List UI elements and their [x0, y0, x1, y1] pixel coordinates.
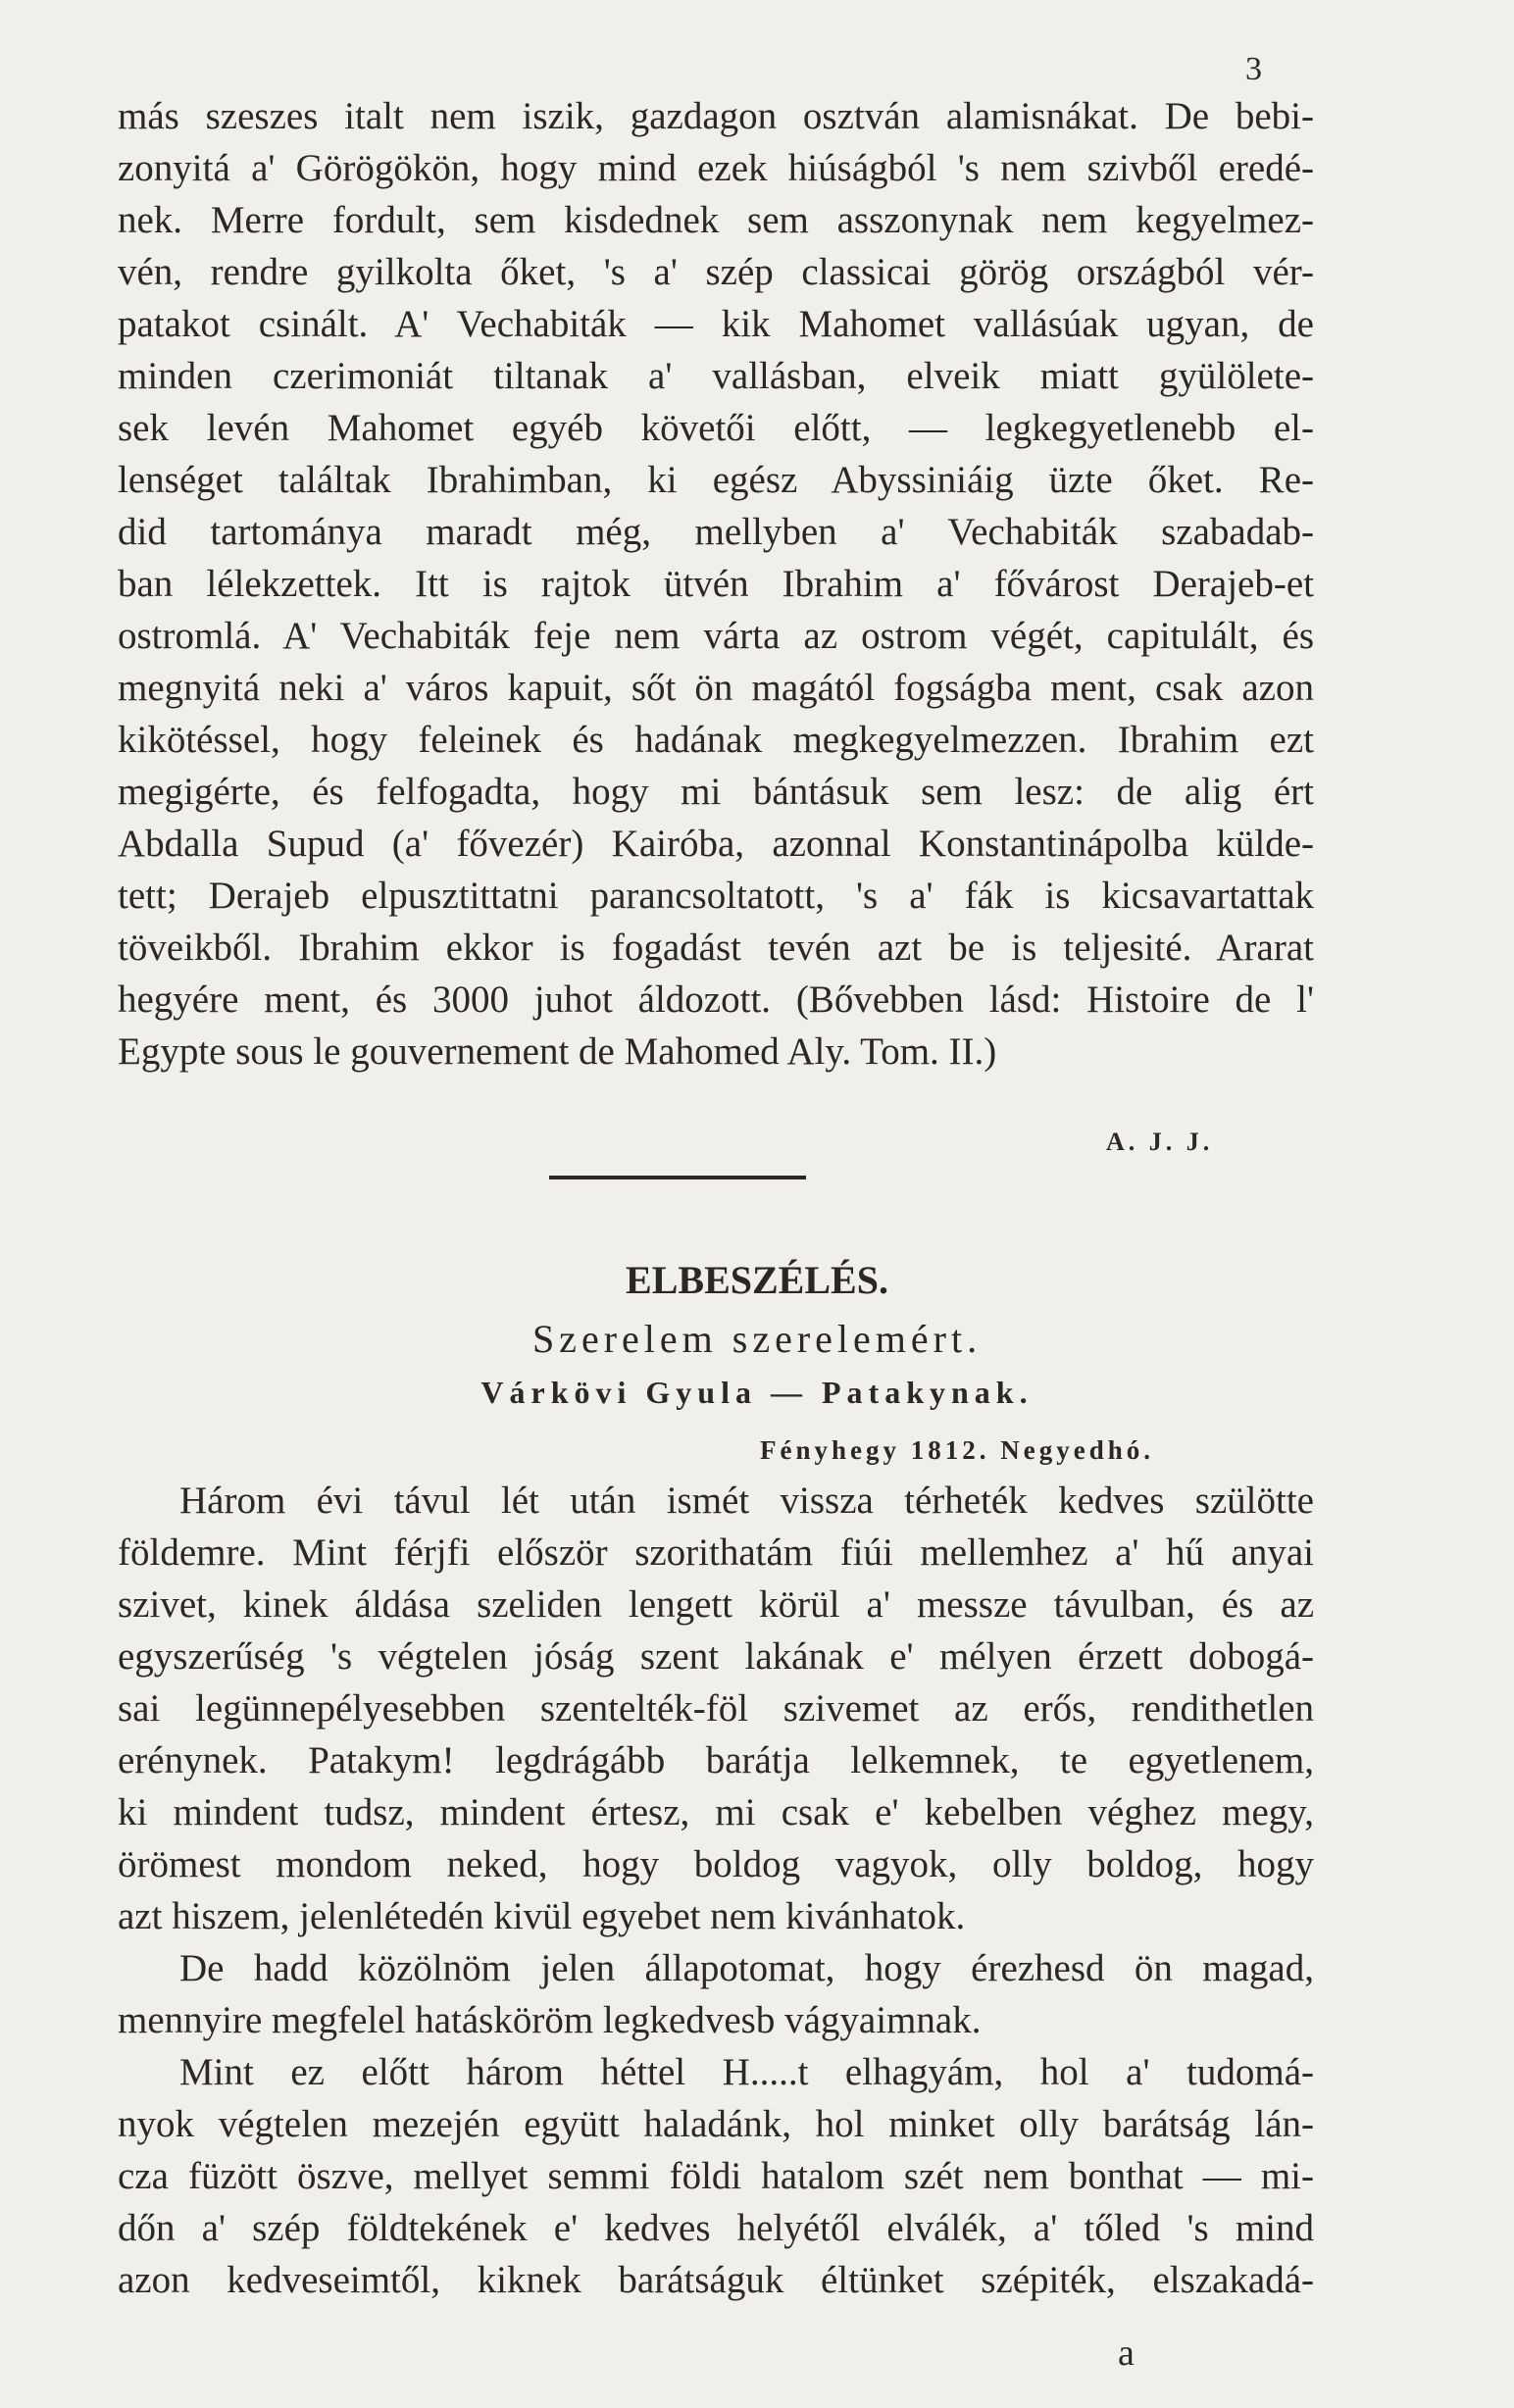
author-signature: A. J. J.	[1106, 1128, 1214, 1156]
text-line: megigérte, és felfogadta, hogy mi bántásuk sem lesz: de alig ért	[118, 771, 1314, 813]
text-line: azon kedveseimtől, kiknek barátságuk éltünket szépiték, elszakadá-	[118, 2259, 1314, 2301]
text-line: nyok végtelen mezején együtt haladánk, hol minket olly barátság lán-	[118, 2103, 1314, 2145]
text-line: lenséget találtak Ibrahimban, ki egész Abyssiniáig üzte őket. Re-	[118, 459, 1314, 501]
catchword: a	[1118, 2333, 1135, 2374]
text-line: más szeszes italt nem iszik, gazdagon osztván alamisnákat. De bebi-	[118, 95, 1314, 137]
text-line: ban lélekzettek. Itt is rajtok ütvén Ibrahim a' fővárost Derajeb-et	[118, 563, 1314, 605]
text-line: kikötéssel, hogy feleinek és hadának megkegyelmezzen. Ibrahim ezt	[118, 719, 1314, 761]
text-line: sai legünnepélyesebben szentelték-föl szivemet az erős, rendithetlen	[118, 1687, 1314, 1730]
text-line: Mint ez előtt három héttel H.....t elhagyám, hol a' tudomá-	[179, 2051, 1314, 2093]
text-line: zonyitá a' Görögökön, hogy mind ezek hiúságból 's nem szivből eredé-	[118, 147, 1314, 189]
text-line: minden czerimoniát tiltanak a' vallásban, elveik miatt gyülölete-	[118, 355, 1314, 397]
text-line: töveikből. Ibrahim ekkor is fogadást tevén azt be is teljesité. Ararat	[118, 927, 1314, 969]
text-line: sek levén Mahomet egyéb követői előtt, — legkegyetlenebb el-	[118, 407, 1314, 449]
text-line: erénynek. Patakym! legdrágább barátja lelkemnek, te egyetlenem,	[118, 1739, 1314, 1781]
text-line: Abdalla Supud (a' fővezér) Kairóba, azonnal Konstantinápolba külde-	[118, 823, 1314, 865]
text-line: tett; Derajeb elpusztittatni parancsoltatott, 's a' fák is kicsavartattak	[118, 875, 1314, 917]
text-line: azt hiszem, jelenlétedén kivül egyebet nem kivánhatok.	[118, 1895, 966, 1937]
text-line: szivet, kinek áldása szeliden lengett körül a' messze távulban, és az	[118, 1583, 1314, 1626]
text-line: cza füzött öszve, mellyet semmi földi hatalom szét nem bonthat — mi-	[118, 2155, 1314, 2197]
text-line: örömest mondom neked, hogy boldog vagyok, olly boldog, hogy	[118, 1843, 1314, 1885]
text-line: ostromlá. A' Vechabiták feje nem várta az ostrom végét, capitulált, és	[118, 615, 1314, 657]
text-line: ki mindent tudsz, mindent értesz, mi csak e' kebelben véghez megy,	[118, 1791, 1314, 1833]
text-line: földemre. Mint férjfi először szorithatám fiúi mellemhez a' hű anyai	[118, 1531, 1314, 1574]
text-line: Három évi távul lét után ismét vissza térheték kedves szülötte	[179, 1480, 1314, 1522]
text-line: megnyitá neki a' város kapuit, sőt ön magától fogságba ment, csak azon	[118, 667, 1314, 709]
text-line: Egypte sous le gouvernement de Mahomed Aly. Tom. II.)	[118, 1030, 997, 1073]
text-line: nek. Merre fordult, sem kisdednek sem asszonynak nem kegyelmez-	[118, 199, 1314, 241]
text-line: De hadd közölnöm jelen állapotomat, hogy érezhesd ön magad,	[179, 1947, 1314, 1989]
text-line: egyszerűség 's végtelen jóság szent lakának e' mélyen érzett dobogá-	[118, 1635, 1314, 1678]
story-title: Szerelem szerelemért.	[531, 1317, 983, 1361]
text-line: mennyire megfelel hatásköröm legkedvesb vágyaimnak.	[118, 1999, 982, 2041]
text-line: vén, rendre gyilkolta őket, 's a' szép classicai görög országból vér-	[118, 251, 1314, 293]
place-date: Fényhegy 1812. Negyedhó.	[760, 1435, 1154, 1465]
page-number: 3	[1245, 51, 1262, 87]
section-heading: ELBESZÉLÉS.	[626, 1258, 888, 1302]
section-divider	[549, 1176, 806, 1179]
text-line: did tartománya maradt még, mellyben a' Vechabiták szabadab-	[118, 511, 1314, 553]
story-byline: Várkövi Gyula — Patakynak.	[480, 1375, 1034, 1410]
text-line: hegyére ment, és 3000 juhot áldozott. (Bővebben lásd: Histoire de l'	[118, 978, 1314, 1021]
text-line: dőn a' szép földtekének e' kedves helyétől elválék, a' tőled 's mind	[118, 2207, 1314, 2249]
text-line: patakot csinált. A' Vechabiták — kik Mahomet vallásúak ugyan, de	[118, 303, 1314, 345]
